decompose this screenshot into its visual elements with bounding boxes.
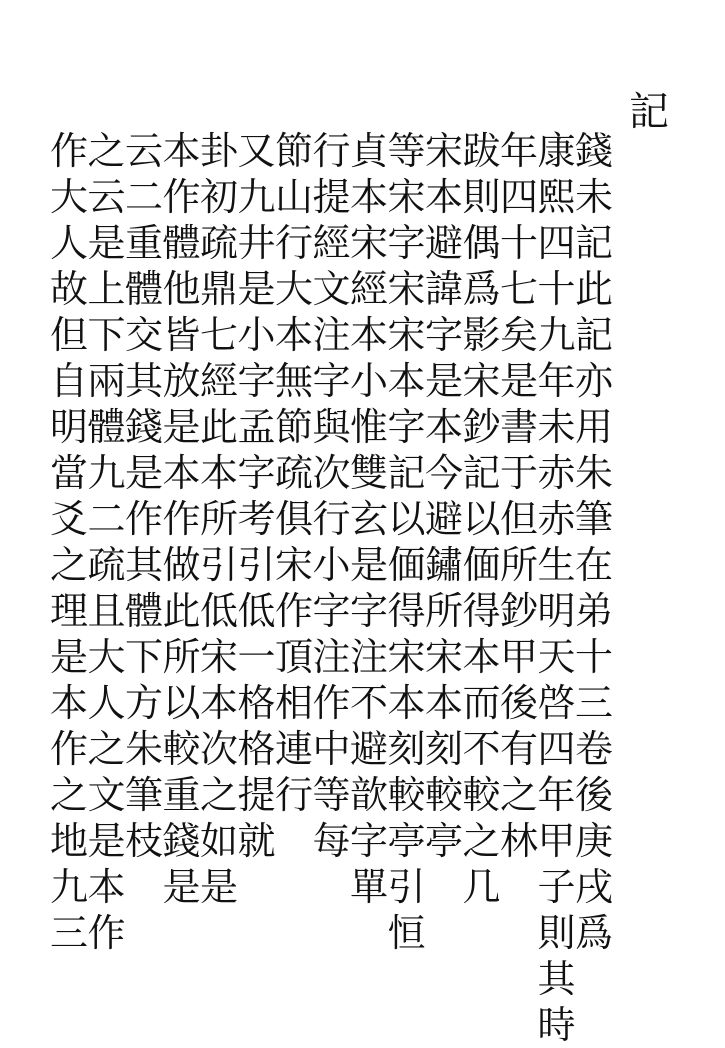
character: 此 (162, 589, 201, 633)
character: 較 (387, 773, 426, 817)
character: 本 (424, 405, 463, 449)
character: 次 (312, 451, 351, 495)
character: 節 (274, 129, 313, 173)
character: 大 (87, 635, 126, 679)
character: 本 (387, 359, 426, 403)
character: 偭 (462, 543, 501, 587)
character: 小 (349, 359, 388, 403)
character: 字 (312, 359, 351, 403)
character: 注 (312, 313, 351, 357)
character: 每 (312, 819, 351, 863)
character: 字 (387, 221, 426, 265)
character: 避 (349, 727, 388, 771)
character: 卷 (574, 727, 613, 771)
character: 宋 (274, 543, 313, 587)
character: 七 (499, 267, 538, 311)
character: 記 (574, 313, 613, 357)
character: 影 (462, 313, 501, 357)
character: 爲 (462, 267, 501, 311)
character: 俱 (274, 497, 313, 541)
character: 二 (87, 497, 126, 541)
character: 惟 (349, 405, 388, 449)
character: 四 (499, 175, 538, 219)
character: 此 (199, 405, 238, 449)
character: 字 (312, 589, 351, 633)
character: 記 (574, 221, 613, 265)
character: 本 (49, 681, 88, 725)
character: 跋 (462, 129, 501, 173)
character: 三 (574, 681, 613, 725)
character: 其 (537, 957, 576, 1001)
character: 方 (124, 681, 163, 725)
character: 文 (312, 267, 351, 311)
character: 節 (274, 405, 313, 449)
character: 下 (124, 635, 163, 679)
character: 鈔 (499, 589, 538, 633)
character: 當 (49, 451, 88, 495)
character: 九 (49, 865, 88, 909)
character: 此 (574, 267, 613, 311)
character: 引 (199, 543, 238, 587)
character: 提 (312, 175, 351, 219)
character: 甲 (537, 819, 576, 863)
character: 鼎 (199, 267, 238, 311)
character: 宋 (387, 313, 426, 357)
character: 之 (199, 773, 238, 817)
character: 注 (349, 635, 388, 679)
character: 書 (499, 405, 538, 449)
character: 得 (462, 589, 501, 633)
character: 林 (499, 819, 538, 863)
character: 之 (87, 129, 126, 173)
character: 字 (424, 313, 463, 357)
character: 雙 (349, 451, 388, 495)
character: 低 (237, 589, 276, 633)
character: 本 (462, 635, 501, 679)
character: 以 (162, 681, 201, 725)
character: 體 (124, 589, 163, 633)
character: 几 (462, 865, 501, 909)
character: 體 (124, 267, 163, 311)
character: 作 (87, 911, 126, 955)
character: 小 (312, 543, 351, 587)
character: 經 (349, 267, 388, 311)
character: 較 (162, 727, 201, 771)
character: 相 (274, 681, 313, 725)
character: 所 (424, 589, 463, 633)
character: 庚 (574, 819, 613, 863)
character: 生 (537, 543, 576, 587)
character: 等 (312, 773, 351, 817)
character: 本 (424, 681, 463, 725)
character: 疏 (274, 451, 313, 495)
character: 鏽 (424, 543, 463, 587)
character: 本 (162, 451, 201, 495)
character: 是 (162, 865, 201, 909)
page-heading: 記 (629, 89, 669, 135)
character: 亭 (387, 819, 426, 863)
character: 諱 (424, 267, 463, 311)
character: 刻 (387, 727, 426, 771)
character: 其 (124, 543, 163, 587)
character: 九 (87, 451, 126, 495)
character: 四 (537, 221, 576, 265)
character: 疏 (87, 543, 126, 587)
character: 是 (424, 359, 463, 403)
character: 則 (462, 175, 501, 219)
character: 是 (87, 819, 126, 863)
character: 他 (162, 267, 201, 311)
character: 作 (162, 175, 201, 219)
character: 未 (537, 405, 576, 449)
character: 則 (537, 911, 576, 955)
character: 戌 (574, 865, 613, 909)
character: 記 (462, 451, 501, 495)
character: 四 (537, 727, 576, 771)
character: 以 (387, 497, 426, 541)
character: 之 (499, 773, 538, 817)
character: 如 (199, 819, 238, 863)
character: 本 (387, 681, 426, 725)
character: 筆 (124, 773, 163, 817)
character: 錢 (124, 405, 163, 449)
character: 朱 (124, 727, 163, 771)
character: 引 (387, 865, 426, 909)
character: 康 (537, 129, 576, 173)
character: 是 (199, 865, 238, 909)
character: 之 (87, 727, 126, 771)
character: 注 (312, 635, 351, 679)
character: 用 (574, 405, 613, 449)
character: 爲 (574, 911, 613, 955)
character: 格 (237, 681, 276, 725)
character: 本 (274, 313, 313, 357)
character: 字 (237, 359, 276, 403)
character: 格 (237, 727, 276, 771)
character: 七 (199, 313, 238, 357)
character: 于 (499, 451, 538, 495)
character: 其 (124, 359, 163, 403)
character: 避 (424, 221, 463, 265)
character: 之 (49, 773, 88, 817)
character: 是 (349, 543, 388, 587)
character: 甲 (499, 635, 538, 679)
character: 字 (237, 451, 276, 495)
character: 孟 (237, 405, 276, 449)
character: 朱 (574, 451, 613, 495)
character: 十 (537, 267, 576, 311)
character: 宋 (387, 175, 426, 219)
character: 明 (49, 405, 88, 449)
character: 宋 (199, 635, 238, 679)
character: 本 (87, 865, 126, 909)
character: 體 (87, 405, 126, 449)
character: 疏 (199, 221, 238, 265)
character: 宋 (387, 635, 426, 679)
character: 作 (312, 681, 351, 725)
character: 是 (49, 635, 88, 679)
character: 爻 (49, 497, 88, 541)
character: 有 (499, 727, 538, 771)
text-columns (49, 128, 617, 1047)
character: 本 (349, 313, 388, 357)
character: 之 (49, 543, 88, 587)
character: 不 (462, 727, 501, 771)
character: 山 (274, 175, 313, 219)
character: 無 (274, 359, 313, 403)
character: 本 (424, 175, 463, 219)
character: 與 (312, 405, 351, 449)
character: 連 (274, 727, 313, 771)
character: 皆 (162, 313, 201, 357)
character: 但 (49, 313, 88, 357)
character: 云 (87, 175, 126, 219)
character: 人 (49, 221, 88, 265)
character: 明 (537, 589, 576, 633)
character: 後 (574, 773, 613, 817)
character: 行 (312, 129, 351, 173)
character: 九 (537, 313, 576, 357)
character: 偶 (462, 221, 501, 265)
character: 自 (49, 359, 88, 403)
character: 宋 (349, 221, 388, 265)
character: 歆 (349, 773, 388, 817)
character: 引 (237, 543, 276, 587)
character: 就 (237, 819, 276, 863)
character: 得 (387, 589, 426, 633)
character: 所 (499, 543, 538, 587)
character: 所 (162, 635, 201, 679)
character: 天 (537, 635, 576, 679)
character: 較 (424, 773, 463, 817)
character: 二 (124, 175, 163, 219)
character: 作 (49, 129, 88, 173)
character: 重 (124, 221, 163, 265)
character: 本 (199, 681, 238, 725)
character: 作 (162, 497, 201, 541)
character: 九 (237, 175, 276, 219)
character: 亭 (424, 819, 463, 863)
character: 且 (87, 589, 126, 633)
character: 人 (87, 681, 126, 725)
character: 較 (462, 773, 501, 817)
character: 交 (124, 313, 163, 357)
character: 是 (124, 451, 163, 495)
character: 卦 (199, 129, 238, 173)
character: 刻 (424, 727, 463, 771)
character: 初 (199, 175, 238, 219)
character: 行 (312, 497, 351, 541)
character: 放 (162, 359, 201, 403)
character: 上 (87, 267, 126, 311)
character: 啓 (537, 681, 576, 725)
character: 鈔 (462, 405, 501, 449)
character: 文 (87, 773, 126, 817)
character: 是 (87, 221, 126, 265)
character: 行 (274, 221, 313, 265)
character: 字 (387, 405, 426, 449)
character: 又 (237, 129, 276, 173)
character: 三 (49, 911, 88, 955)
character: 後 (499, 681, 538, 725)
character: 不 (349, 681, 388, 725)
character: 提 (237, 773, 276, 817)
character: 貞 (349, 129, 388, 173)
character: 故 (49, 267, 88, 311)
character: 中 (312, 727, 351, 771)
character: 避 (424, 497, 463, 541)
character: 年 (499, 129, 538, 173)
character: 本 (199, 451, 238, 495)
character: 所 (199, 497, 238, 541)
character: 弟 (574, 589, 613, 633)
character: 子 (537, 865, 576, 909)
character: 宋 (387, 267, 426, 311)
character: 低 (199, 589, 238, 633)
character: 兩 (87, 359, 126, 403)
character: 經 (199, 359, 238, 403)
character: 以 (462, 497, 501, 541)
character: 做 (162, 543, 201, 587)
text-column (46, 128, 92, 956)
character: 熙 (537, 175, 576, 219)
character: 十 (574, 635, 613, 679)
character: 筆 (574, 497, 613, 541)
character: 年 (537, 359, 576, 403)
character: 而 (462, 681, 501, 725)
character: 字 (349, 819, 388, 863)
character: 考 (237, 497, 276, 541)
character: 大 (274, 267, 313, 311)
character: 亦 (574, 359, 613, 403)
character: 是 (499, 359, 538, 403)
character: 云 (124, 129, 163, 173)
character: 玄 (349, 497, 388, 541)
character: 字 (349, 589, 388, 633)
character: 行 (274, 773, 313, 817)
character: 宋 (424, 635, 463, 679)
character: 時 (537, 1003, 576, 1047)
character: 重 (162, 773, 201, 817)
character: 今 (424, 451, 463, 495)
character: 偭 (387, 543, 426, 587)
character: 單 (349, 865, 388, 909)
character: 大 (49, 175, 88, 219)
character: 赤 (537, 451, 576, 495)
character: 次 (199, 727, 238, 771)
character: 下 (87, 313, 126, 357)
character: 赤 (537, 497, 576, 541)
character: 矣 (499, 313, 538, 357)
character: 體 (162, 221, 201, 265)
character: 本 (349, 175, 388, 219)
character: 宋 (462, 359, 501, 403)
character: 一 (237, 635, 276, 679)
character: 井 (237, 221, 276, 265)
character: 本 (162, 129, 201, 173)
character: 是 (237, 267, 276, 311)
character: 恒 (387, 911, 426, 955)
character: 之 (462, 819, 501, 863)
character: 十 (499, 221, 538, 265)
character: 但 (499, 497, 538, 541)
character: 枝 (124, 819, 163, 863)
character: 作 (124, 497, 163, 541)
character: 是 (162, 405, 201, 449)
character: 地 (49, 819, 88, 863)
character: 宋 (424, 129, 463, 173)
character: 頂 (274, 635, 313, 679)
character: 在 (574, 543, 613, 587)
character: 錢 (162, 819, 201, 863)
character: 作 (49, 727, 88, 771)
character: 記 (387, 451, 426, 495)
character: 未 (574, 175, 613, 219)
character: 年 (537, 773, 576, 817)
character: 小 (237, 313, 276, 357)
character: 作 (274, 589, 313, 633)
character: 錢 (574, 129, 613, 173)
character: 理 (49, 589, 88, 633)
character: 等 (387, 129, 426, 173)
character: 經 (312, 221, 351, 265)
